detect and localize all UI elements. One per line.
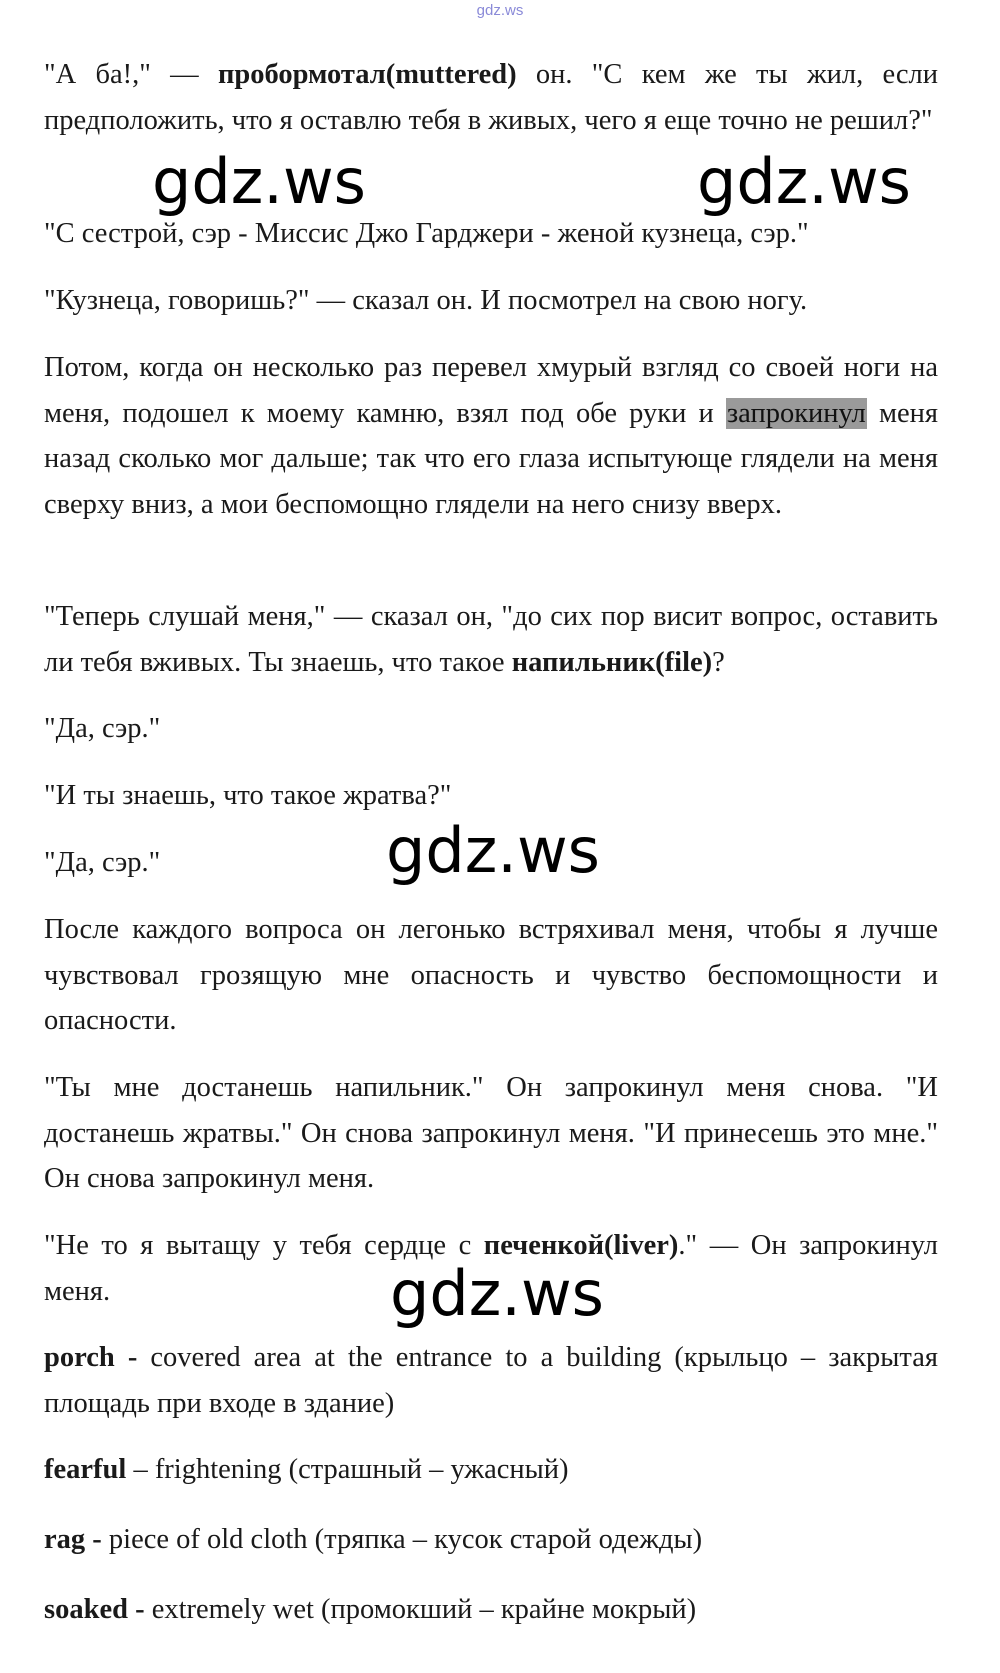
watermark: gdz.ws [390,1257,604,1330]
vocab-definition: piece of old cloth (тряпка – кусок старой одежды) [108,1524,703,1555]
vocab-term: soaked [44,1594,128,1625]
text: "Теперь слушай меня," — сказал он, "до сих пор висит вопрос, оставить ли тебя вживых. Ты знаешь, что такое [44,601,938,678]
vocab-term: rag [44,1524,86,1555]
watermark: gdz.ws [386,814,600,887]
text: "Не то я вытащу у тебя сердце с [44,1230,484,1261]
text: "А ба!," — [44,59,218,90]
text: он. "С кем же ты жил, если предположить, что я оставлю тебя в живых, чего я еще точно не решил?" [44,59,938,136]
paragraph-6: "Да, сэр." [44,713,161,744]
paragraph-5 [44,594,938,685]
bold-term: пробормотал(muttered) [217,59,517,90]
vocab-sep: - [85,1524,109,1555]
vocab-entry [44,1517,938,1563]
vocab-term: porch [44,1342,115,1373]
text: Потом, когда он несколько раз перевел хмурый взгляд со своей ноги на меня, подошел к моему камню, взял под обе руки и [44,352,938,429]
bold-term: печенкой(liver) [483,1230,679,1261]
bold-term: напильник(file) [511,646,713,678]
paragraph-1 [44,52,938,143]
paragraph-10: "Ты мне достанешь напильник." Он запрокинул меня снова. "И достанешь жратвы." Он снова запрокинул меня. "И принесешь это мне." Он снова запрокинул меня. [44,1072,938,1194]
watermark: gdz.ws [697,145,911,218]
paragraph-8: "Да, сэр." [44,847,161,878]
vocab-sep: - [114,1342,151,1373]
text: меня назад сколько мог дальше; так что его глаза испытующе глядели на меня сверху вниз, а мои беспомощно глядели на него снизу вверх. [44,397,938,520]
paragraph-3: "Кузнеца, говоришь?" — сказал он. И посмотрел на свою ногу. [44,285,808,316]
vocab-entry [44,1335,938,1426]
vocab-sep: - [127,1594,152,1625]
source-mark: gdz.ws [476,2,524,19]
vocab-entry [44,1447,938,1493]
paragraph-4 [44,345,938,527]
text: ." — Он запрокинул меня. [44,1230,938,1307]
paragraph-7: "И ты знаешь, что такое жратва?" [44,780,452,811]
highlighted-word: запрокинул [726,397,866,429]
vocab-term: fearful [44,1454,127,1485]
vocab-definition: extremely wet (промокший – крайне мокрый) [151,1594,697,1625]
paragraph-9: После каждого вопроса он легонько встряхивал меня, чтобы я лучше чувствовал грозящую мне опасность и чувство беспомощности и опасности. [44,914,938,1036]
text: ? [712,646,725,678]
vocab-sep: – [126,1454,155,1485]
vocab-definition: covered area at the entrance to a building (крыльцо – закрытая площадь при входе в здание) [44,1342,938,1419]
vocab-definition: frightening (страшный – ужасный) [154,1454,569,1485]
watermark: gdz.ws [152,145,366,218]
vocab-entry [44,1587,938,1633]
paragraph-2: "С сестрой, сэр - Миссис Джо Гарджери - женой кузнеца, сэр." [44,218,809,249]
